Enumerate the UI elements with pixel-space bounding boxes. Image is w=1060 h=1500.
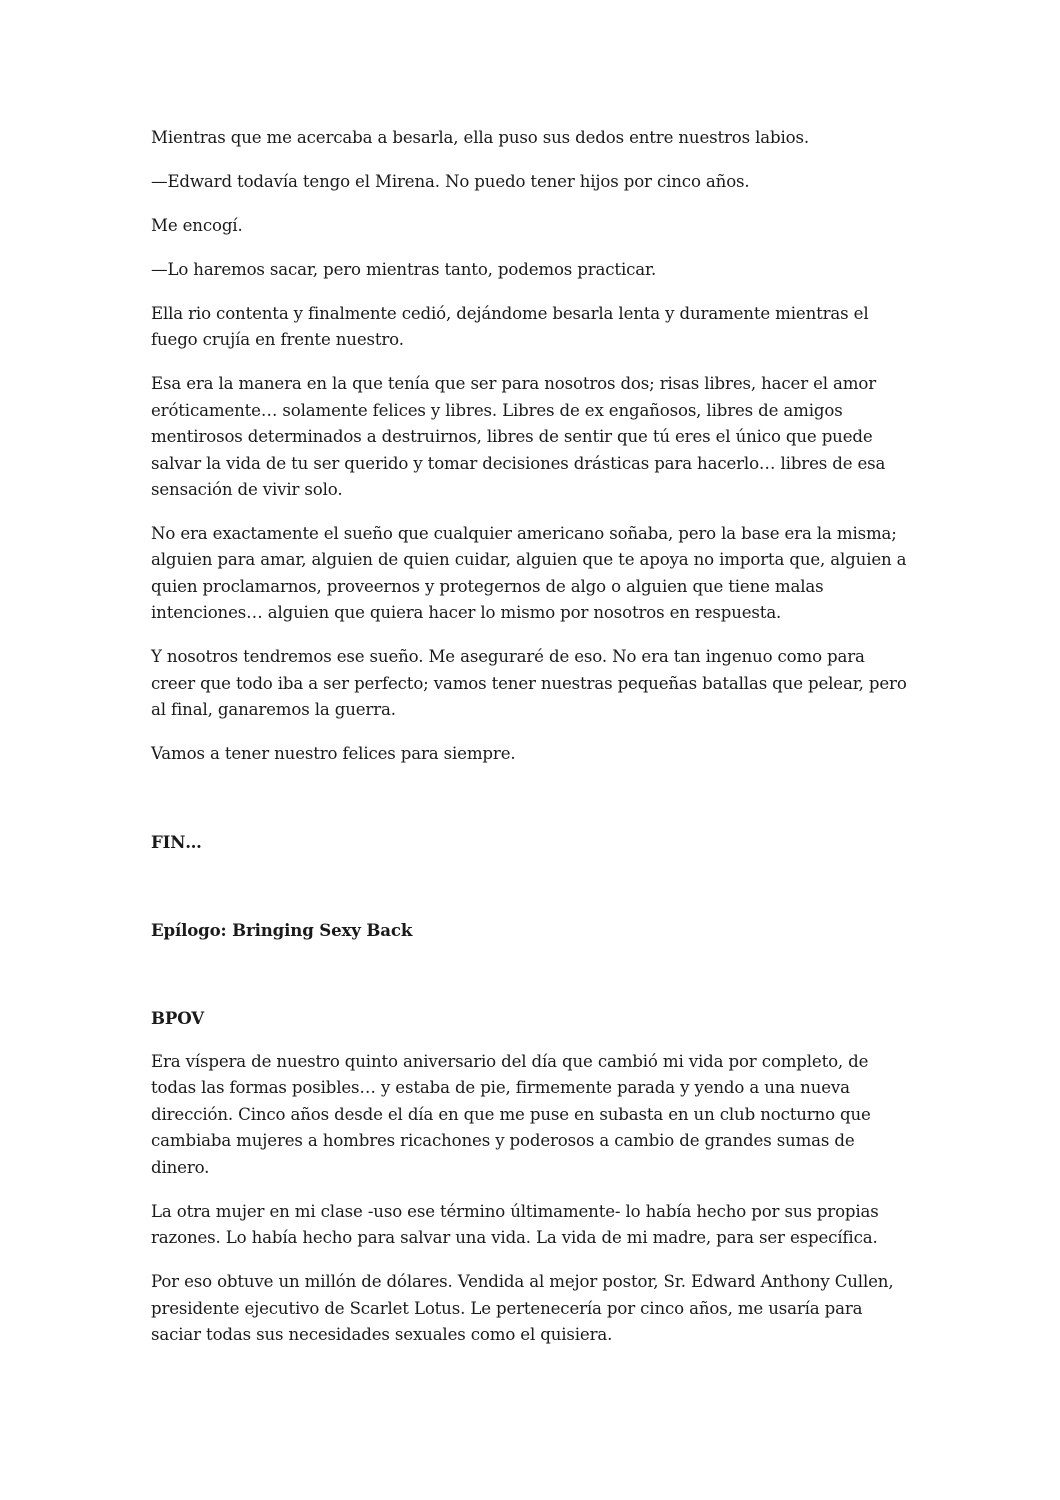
spacer	[151, 785, 911, 829]
paragraph: Y nosotros tendremos ese sueño. Me aseguraré de eso. No era tan ingenuo como para creer que todo iba a ser perfecto; vamos tener nuestras pequeñas batallas que pelear, pero al final, ganaremos la guerra.	[151, 647, 907, 720]
spacer	[151, 873, 911, 917]
fin-heading: FIN…	[151, 832, 202, 853]
paragraph: Vamos a tener nuestro felices para siempre.	[151, 744, 516, 764]
paragraph: —Edward todavía tengo el Mirena. No puedo tener hijos por cinco años.	[151, 172, 750, 191]
paragraph: La otra mujer en mi clase -uso ese término últimamente- lo había hecho por sus propias razones. Lo había hecho para salvar una vida. La vida de mi madre, para ser específica.	[151, 1201, 879, 1248]
paragraph: Por eso obtuve un millón de dólares. Vendida al mejor postor, Sr. Edward Anthony Cullen, presidente ejecutivo de Scarlet Lotus. Le pertenecería por cinco años, me usaría para saciar todas sus necesidades sexuales como el quisiera.	[151, 1272, 894, 1344]
paragraph: —Lo haremos sacar, pero mientras tanto, podemos practicar.	[151, 260, 657, 279]
paragraph: Mientras que me acercaba a besarla, ella puso sus dedos entre nuestros labios.	[151, 128, 809, 147]
paragraph: No era exactamente el sueño que cualquier americano soñaba, pero la base era la misma; alguien para amar, alguien de quien cuidar, alguien que te apoya no importa que, alguien a quien proclamarnos, proveernos y protegernos de algo o alguien que tiene malas intenciones… alguien que quiera hacer lo mismo por nosotros en respuesta.	[151, 524, 907, 623]
paragraph: Me encogí.	[151, 216, 243, 235]
paragraph: Era víspera de nuestro quinto aniversario del día que cambió mi vida por completo, de todas las formas posibles… y estaba de pie, firmemente parada y yendo a una nueva dirección. Cinco años desde el día en que me puse en subasta en un club nocturno que cambiaba mujeres a hombres ricachones y poderosos a cambio de grandes sumas de dinero.	[151, 1052, 871, 1177]
paragraph: Ella rio contenta y finalmente cedió, dejándome besarla lenta y duramente mientras el fuego crujía en frente nuestro.	[151, 304, 869, 350]
paragraph: Esa era la manera en la que tenía que ser para nosotros dos; risas libres, hacer el amor eróticamente… solamente felices y libres. Libres de ex engañosos, libres de amigos mentirosos determinados a destruirnos, libres de sentir que tú eres el único que puede salvar la vida de tu ser querido y tomar decisiones drásticas para hacerlo… libres de esa sensación de vivir solo.	[151, 374, 886, 500]
spacer	[151, 961, 911, 1005]
epilogue-title: Epílogo: Bringing Sexy Back	[151, 920, 413, 941]
document-body	[151, 125, 911, 1366]
pov-heading: BPOV	[151, 1008, 204, 1029]
